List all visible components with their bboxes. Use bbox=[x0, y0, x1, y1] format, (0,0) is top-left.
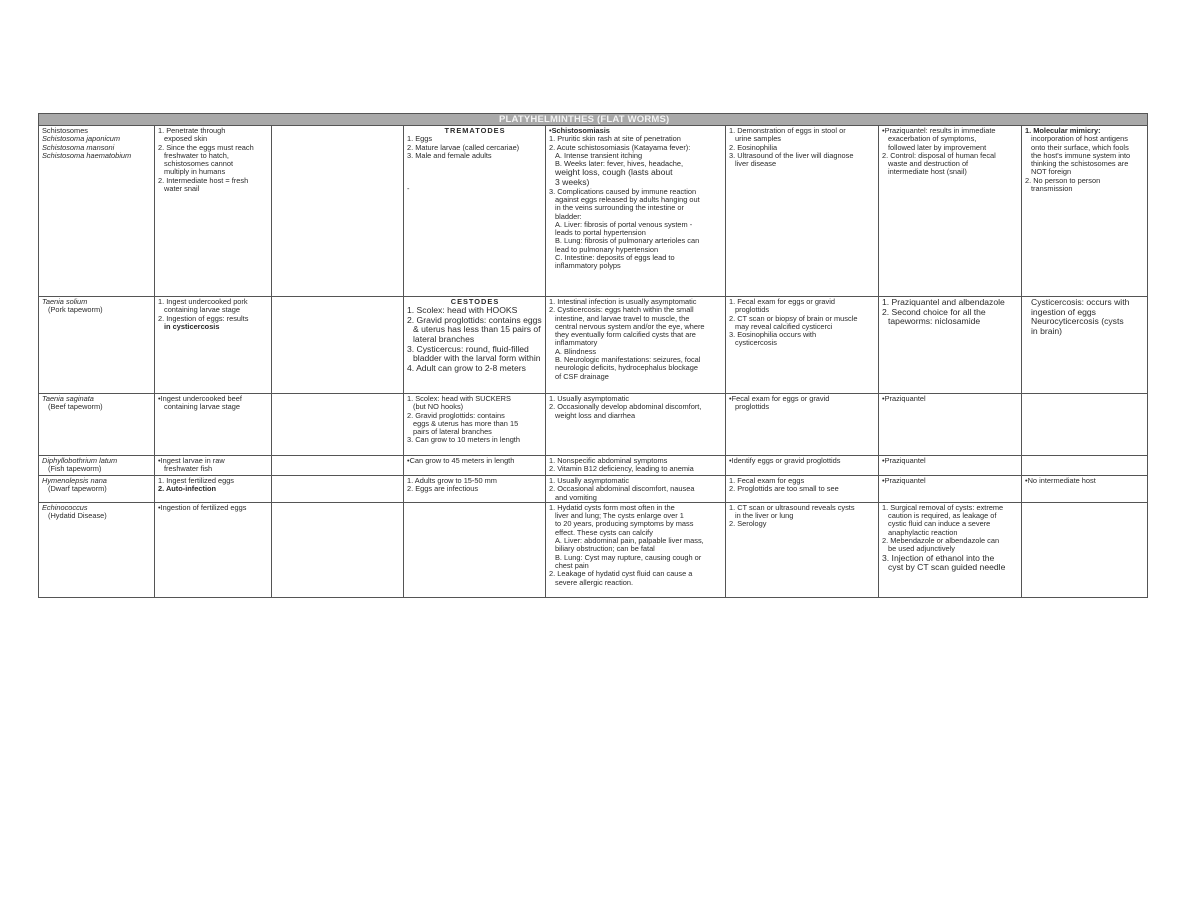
diagnosis-line: liver disease bbox=[735, 159, 777, 169]
treatment-line: cystic fluid can induce a severe bbox=[888, 519, 991, 529]
notes-line: onto their surface, which fools bbox=[1031, 142, 1129, 152]
treatment-line: 1. Surgical removal of cysts: extreme bbox=[882, 502, 1004, 512]
disease-line: and vomiting bbox=[555, 492, 597, 502]
organism-line: Echinococcus bbox=[42, 502, 88, 512]
lifecycle-line: & uterus has less than 15 pairs of bbox=[413, 324, 541, 335]
lifecycle-cell bbox=[404, 394, 546, 456]
class-heading: CESTODES bbox=[450, 297, 500, 306]
disease-line: inflammatory bbox=[555, 338, 598, 348]
diagnosis-line: cysticercosis bbox=[735, 338, 777, 348]
disease-line: against eggs released by adults hanging out bbox=[555, 194, 700, 204]
organism-cell bbox=[39, 476, 155, 503]
diagnosis-line: 1. CT scan or ultrasound reveals cysts bbox=[729, 502, 855, 512]
diagnosis-line: 3. Eosinophilia occurs with bbox=[729, 330, 817, 340]
empty-cell bbox=[272, 502, 404, 597]
diagnosis-line: •Identify eggs or gravid proglottids bbox=[729, 456, 841, 465]
disease-line: •Schistosomiasis bbox=[549, 126, 610, 135]
diagnosis-line: in the liver or lung bbox=[735, 511, 794, 521]
transmission-cell bbox=[155, 126, 272, 297]
treatment-line: anaphylactic reaction bbox=[888, 527, 958, 537]
treatment-line: •Praziquantel bbox=[882, 456, 926, 465]
transmission-line: •Ingest larvae in raw bbox=[158, 456, 225, 465]
lifecycle-line: 3. Can grow to 10 meters in length bbox=[407, 435, 520, 445]
disease-line: B. Lung: fibrosis of pulmonary arterioles can bbox=[555, 236, 700, 246]
lifecycle-line bbox=[407, 160, 543, 168]
disease-line: 2. Vitamin B12 deficiency, leading to anemia bbox=[549, 464, 694, 474]
notes-cell bbox=[1022, 456, 1148, 476]
organism-line: Schistosoma mansoni bbox=[42, 142, 115, 152]
treatment-line: tapeworms: niclosamide bbox=[888, 316, 981, 327]
empty-cell bbox=[272, 476, 404, 503]
notes-cell bbox=[1022, 502, 1148, 597]
lifecycle-line: bladder with the larval form within bbox=[413, 353, 541, 364]
treatment-line: followed later by improvement bbox=[888, 142, 987, 152]
diagnosis-cell bbox=[726, 394, 879, 456]
disease-cell bbox=[546, 456, 726, 476]
lifecycle-line: 1. Scolex: head with HOOKS bbox=[407, 305, 518, 316]
notes-cell bbox=[1022, 394, 1148, 456]
transmission-line: 1. Ingest undercooked pork bbox=[158, 297, 248, 306]
lifecycle-line: 4. Adult can grow to 2-8 meters bbox=[407, 362, 526, 373]
lifecycle-line: (but NO hooks) bbox=[413, 402, 464, 412]
lifecycle-line bbox=[407, 168, 543, 176]
lifecycle-line: 2. Gravid proglottids: contains bbox=[407, 410, 505, 420]
treatment-cell bbox=[879, 502, 1022, 597]
diagnosis-line: 2. CT scan or biopsy of brain or muscle bbox=[729, 313, 858, 323]
transmission-line: multiply in humans bbox=[164, 167, 226, 177]
treatment-line: •Praziquantel bbox=[882, 394, 926, 403]
treatment-line: intermediate host (snail) bbox=[888, 167, 967, 177]
diagnosis-line: 2. Eosinophilia bbox=[729, 142, 778, 152]
organism-line: Hymenolepsis nana bbox=[42, 476, 107, 485]
treatment-line: •Praziquantel bbox=[882, 476, 926, 485]
disease-line: to 20 years, producing symptoms by mass bbox=[555, 519, 694, 529]
notes-line: Neurocyticercosis (cysts bbox=[1031, 316, 1124, 327]
disease-line: 1. Usually asymptomatic bbox=[549, 476, 630, 485]
lifecycle-cell bbox=[404, 297, 546, 394]
transmission-line: 2. Since the eggs must reach bbox=[158, 142, 254, 152]
organism-line: Diphyllobothrium latum bbox=[42, 456, 118, 465]
notes-line: ingestion of eggs bbox=[1031, 306, 1096, 317]
lifecycle-line: 2. Eggs are infectious bbox=[407, 484, 479, 494]
organism-line: Schistosoma haematobium bbox=[42, 150, 132, 160]
diagnosis-line: urine samples bbox=[735, 134, 782, 144]
treatment-line: be used adjunctively bbox=[888, 544, 955, 554]
notes-cell bbox=[1022, 126, 1148, 297]
disease-line: chest pain bbox=[555, 560, 589, 570]
disease-line: intestine, and larvae travel to muscle, the bbox=[555, 313, 690, 323]
organism-cell bbox=[39, 502, 155, 597]
disease-line: inflammatory polyps bbox=[555, 261, 621, 271]
disease-line: liver and lung; The cysts enlarge over 1 bbox=[555, 511, 684, 521]
disease-line: 3 weeks) bbox=[555, 177, 590, 188]
disease-line: 2. Occasional abdominal discomfort, nausea bbox=[549, 484, 695, 494]
disease-line: A. Liver: abdominal pain, palpable liver mass, bbox=[555, 536, 704, 546]
transmission-cell bbox=[155, 394, 272, 456]
transmission-line: containing larvae stage bbox=[164, 402, 241, 412]
diagnosis-line: 3. Ultrasound of the liver will diagnose bbox=[729, 150, 854, 160]
disease-line: lead to pulmonary hypertension bbox=[555, 244, 659, 254]
notes-line: in brain) bbox=[1031, 325, 1063, 336]
diagnosis-cell bbox=[726, 297, 879, 394]
disease-line: 1. Usually asymptomatic bbox=[549, 394, 630, 403]
transmission-line: exposed skin bbox=[164, 134, 208, 144]
disease-line: A. Liver: fibrosis of portal venous system - bbox=[555, 219, 693, 229]
disease-line: B. Weeks later: fever, hives, headache, bbox=[555, 159, 684, 169]
lifecycle-line: 1. Scolex: head with SUCKERS bbox=[407, 394, 511, 403]
diagnosis-line: 1. Fecal exam for eggs or gravid bbox=[729, 297, 835, 306]
disease-line: neurologic deficits, hydrocephalus blockage bbox=[555, 363, 698, 373]
table-row bbox=[39, 297, 1148, 394]
disease-line: weight loss and diarrhea bbox=[555, 410, 636, 420]
treatment-line: 1. Praziquantel and albendazole bbox=[882, 297, 1005, 307]
treatment-cell bbox=[879, 297, 1022, 394]
notes-line: NOT foreign bbox=[1031, 167, 1072, 177]
flatworms-table bbox=[38, 113, 1148, 598]
disease-line: 1. Intestinal infection is usually asymptomatic bbox=[549, 297, 697, 306]
lifecycle-line: - bbox=[407, 184, 410, 194]
notes-line: incorporation of host antigens bbox=[1031, 134, 1128, 144]
diagnosis-line: 1. Fecal exam for eggs bbox=[729, 476, 805, 485]
table-title bbox=[39, 114, 1148, 126]
notes-line: thinking the schistosomes are bbox=[1031, 159, 1129, 169]
empty-cell bbox=[272, 394, 404, 456]
diagnosis-line: may reveal calcified cysticerci bbox=[735, 321, 833, 331]
treatment-line: 2. Mebendazole or albendazole can bbox=[882, 536, 1000, 546]
lifecycle-line: eggs & uterus has more than 15 bbox=[413, 418, 519, 428]
treatment-line: caution is required, as leakage of bbox=[888, 511, 997, 521]
treatment-line: waste and destruction of bbox=[888, 159, 969, 169]
diagnosis-cell bbox=[726, 126, 879, 297]
transmission-cell bbox=[155, 502, 272, 597]
disease-line: C. Intestine: deposits of eggs lead to bbox=[555, 253, 675, 263]
lifecycle-line: 3. Cysticercus: round, fluid-filled bbox=[407, 343, 529, 354]
transmission-line: freshwater to hatch, bbox=[164, 150, 229, 160]
empty-cell bbox=[272, 456, 404, 476]
diagnosis-line: •Fecal exam for eggs or gravid bbox=[729, 394, 830, 403]
empty-cell bbox=[272, 297, 404, 394]
disease-line: 1. Nonspecific abdominal symptoms bbox=[549, 456, 668, 465]
lifecycle-cell bbox=[404, 502, 546, 597]
transmission-line: 1. Ingest fertilized eggs bbox=[158, 476, 235, 485]
treatment-line: cyst by CT scan guided needle bbox=[888, 562, 1006, 573]
disease-line: 2. Leakage of hydatid cyst fluid can cause a bbox=[549, 569, 693, 579]
diagnosis-line: 1. Demonstration of eggs in stool or bbox=[729, 126, 846, 135]
diagnosis-line: 2. Serology bbox=[729, 519, 767, 529]
table-body bbox=[39, 126, 1148, 598]
empty-cell bbox=[272, 126, 404, 297]
lifecycle-line: 2. Gravid proglottids: contains eggs bbox=[407, 314, 542, 325]
notes-line: Cysticercosis: occurs with bbox=[1031, 297, 1130, 307]
diagnosis-line: proglottids bbox=[735, 305, 770, 315]
lifecycle-cell bbox=[404, 126, 546, 297]
table-row bbox=[39, 394, 1148, 456]
disease-line: bladder: bbox=[555, 211, 582, 221]
disease-line: 2. Cysticercosis: eggs hatch within the small bbox=[549, 305, 694, 315]
disease-cell bbox=[546, 126, 726, 297]
lifecycle-line: 1. Eggs bbox=[407, 134, 433, 144]
notes-line: 2. No person to person bbox=[1025, 175, 1101, 185]
lifecycle-line bbox=[407, 177, 543, 185]
disease-line: effect. These cysts can calcify bbox=[555, 527, 653, 537]
organism-line: (Hydatid Disease) bbox=[48, 511, 107, 521]
disease-line: 2. Occasionally develop abdominal discomfort, bbox=[549, 402, 702, 412]
disease-line: leads to portal hypertension bbox=[555, 228, 646, 238]
disease-line: A. Intense transient itching bbox=[555, 150, 643, 160]
disease-line: of CSF drainage bbox=[555, 371, 609, 381]
lifecycle-line: lateral branches bbox=[413, 334, 475, 345]
lifecycle-line: 3. Male and female adults bbox=[407, 150, 492, 160]
disease-line: central nervous system and/or the eye, where bbox=[555, 321, 705, 331]
disease-line: 2. Acute schistosomiasis (Katayama fever): bbox=[549, 142, 691, 152]
transmission-line: •Ingestion of fertilized eggs bbox=[158, 502, 247, 512]
treatment-line: 3. Injection of ethanol into the bbox=[882, 552, 995, 563]
table-row bbox=[39, 476, 1148, 503]
disease-line: B. Neurologic manifestations: seizures, focal bbox=[555, 355, 701, 365]
organism-line: Schistosomes bbox=[42, 126, 89, 135]
diagnosis-cell bbox=[726, 476, 879, 503]
diagnosis-line: proglottids bbox=[735, 402, 770, 412]
disease-line: 3. Complications caused by immune reaction bbox=[549, 186, 697, 196]
disease-line: weight loss, cough (lasts about bbox=[555, 167, 673, 178]
disease-line: B. Lung: Cyst may rupture, causing cough or bbox=[555, 552, 702, 562]
transmission-line: freshwater fish bbox=[164, 464, 213, 474]
organism-cell bbox=[39, 456, 155, 476]
transmission-cell bbox=[155, 476, 272, 503]
lifecycle-cell bbox=[404, 456, 546, 476]
treatment-cell bbox=[879, 476, 1022, 503]
notes-line: 1. Molecular mimicry: bbox=[1025, 126, 1101, 135]
transmission-line: water snail bbox=[164, 184, 200, 194]
notes-cell bbox=[1022, 297, 1148, 394]
transmission-line: •Ingest undercooked beef bbox=[158, 394, 242, 403]
disease-cell bbox=[546, 476, 726, 503]
notes-cell bbox=[1022, 476, 1148, 503]
treatment-line: 2. Control: disposal of human fecal bbox=[882, 150, 996, 160]
disease-cell bbox=[546, 502, 726, 597]
diagnosis-line: 2. Proglottids are too small to see bbox=[729, 484, 839, 494]
disease-cell bbox=[546, 394, 726, 456]
treatment-line: exacerbation of symptoms, bbox=[888, 134, 977, 144]
treatment-line: 2. Second choice for all the bbox=[882, 306, 986, 317]
transmission-cell bbox=[155, 297, 272, 394]
lifecycle-line: 1. Adults grow to 15-50 mm bbox=[407, 476, 497, 485]
transmission-line: 2. Ingestion of eggs: results bbox=[158, 313, 249, 323]
table-row bbox=[39, 456, 1148, 476]
disease-line: in the veins surrounding the intestine or bbox=[555, 203, 685, 213]
transmission-line: 2. Intermediate host = fresh bbox=[158, 175, 249, 185]
diagnosis-cell bbox=[726, 502, 879, 597]
notes-line: •No intermediate host bbox=[1025, 476, 1096, 485]
transmission-line: 1. Penetrate through bbox=[158, 126, 226, 135]
lifecycle-line: 2. Mature larvae (called cercariae) bbox=[407, 142, 520, 152]
disease-cell bbox=[546, 297, 726, 394]
organism-cell bbox=[39, 126, 155, 297]
disease-line: severe allergic reaction. bbox=[555, 577, 634, 587]
organism-line: Taenia solium bbox=[42, 297, 88, 306]
lifecycle-line: pairs of lateral branches bbox=[413, 427, 492, 437]
disease-line: 1. Hydatid cysts form most often in the bbox=[549, 502, 675, 512]
disease-line: biliary obstruction; can be fatal bbox=[555, 544, 655, 554]
treatment-line: •Praziquantel: results in immediate bbox=[882, 126, 996, 135]
transmission-line: in cysticercosis bbox=[164, 321, 220, 331]
class-heading: TREMATODES bbox=[444, 126, 506, 135]
lifecycle-cell bbox=[404, 476, 546, 503]
disease-line: A. Blindness bbox=[555, 346, 597, 356]
transmission-line: containing larvae stage bbox=[164, 305, 241, 315]
table-title-text: PLATYHELMINTHES (FLAT WORMS) bbox=[499, 114, 670, 125]
organism-line: (Pork tapeworm) bbox=[48, 305, 103, 315]
treatment-cell bbox=[879, 394, 1022, 456]
transmission-cell bbox=[155, 456, 272, 476]
notes-line: the host's immune system into bbox=[1031, 150, 1131, 160]
organism-cell bbox=[39, 297, 155, 394]
organism-line: Taenia saginata bbox=[42, 394, 94, 403]
treatment-cell bbox=[879, 456, 1022, 476]
organism-line: Schistosoma japonicum bbox=[42, 134, 121, 144]
organism-cell bbox=[39, 394, 155, 456]
notes-line: transmission bbox=[1031, 184, 1073, 194]
disease-line: they eventually form calcified cysts that are bbox=[555, 330, 696, 340]
table-row bbox=[39, 502, 1148, 597]
disease-line: 1. Pruritic skin rash at site of penetration bbox=[549, 134, 681, 144]
treatment-cell bbox=[879, 126, 1022, 297]
transmission-line: 2. Auto-infection bbox=[158, 484, 217, 494]
table-row bbox=[39, 126, 1148, 297]
organism-line: (Beef tapeworm) bbox=[48, 402, 103, 412]
transmission-line: schistosomes cannot bbox=[164, 159, 234, 169]
diagnosis-cell bbox=[726, 456, 879, 476]
organism-line: (Dwarf tapeworm) bbox=[48, 484, 107, 494]
lifecycle-line: •Can grow to 45 meters in length bbox=[407, 456, 515, 465]
organism-line: (Fish tapeworm) bbox=[48, 464, 102, 474]
